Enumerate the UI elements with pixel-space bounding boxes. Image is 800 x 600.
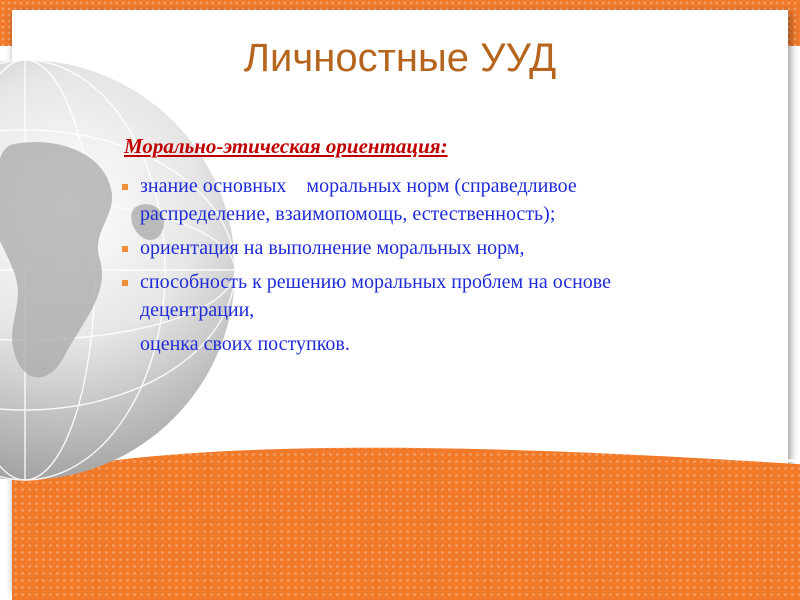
list-item-text: знание основных моральных норм (справедливое распределение, взаимопомощь, естественность);: [140, 175, 582, 225]
list-item-text: способность к решению моральных проблем на основе децентрации,: [140, 271, 616, 321]
list-item: [120, 268, 710, 324]
list-item-text: оценка своих поступков.: [140, 333, 350, 355]
section-subtitle: Морально-этическая ориентация:: [124, 134, 448, 158]
bullet-marker-icon: [122, 246, 128, 252]
list-item-text: ориентация на выполнение моральных норм,: [140, 237, 525, 259]
slide-title: Личностные УУД: [243, 36, 557, 80]
list-item: [120, 330, 710, 358]
list-item: [120, 172, 710, 228]
bullet-list: [120, 172, 710, 364]
bullet-marker-icon: [122, 280, 128, 286]
bullet-marker-icon: [122, 184, 128, 190]
list-item: [120, 234, 710, 262]
